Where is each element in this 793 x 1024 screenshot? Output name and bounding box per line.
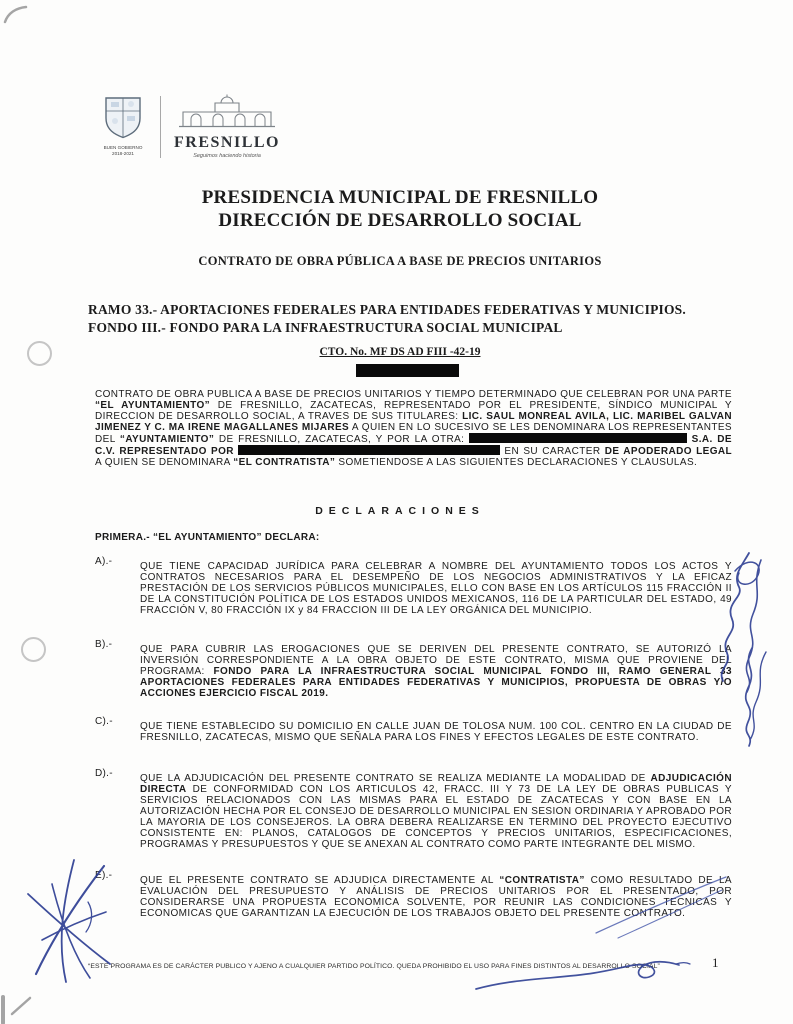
contract-number-text: CTO. No. MF DS AD FIII -42-19: [319, 346, 481, 358]
declaration-text: [140, 716, 732, 743]
building-icon: [177, 94, 277, 128]
declaration-letter: A).-: [95, 556, 113, 567]
text-segment: DE FRESNILLO, ZACATECAS, REPRESENTADO POR EL PRESIDENTE, SÍNDICO MUNICIPAL Y DIRECCION DE DESARROLLO SOCIAL, A TRAVES DE SUS TITULARES:: [95, 400, 732, 422]
ramo-line-1: RAMO 33.- APORTACIONES FEDERALES PARA ENTIDADES FEDERATIVAS Y MUNICIPIOS.: [88, 302, 686, 317]
declaration-a: [95, 556, 732, 616]
punch-hole: [21, 637, 46, 662]
program-heading: [88, 301, 743, 337]
fresnillo-logo: [171, 94, 283, 159]
text-segment: “CONTRATISTA”: [499, 875, 585, 886]
text-segment: QUE PARA CUBRIR LAS EROGACIONES QUE SE DERIVEN DEL PRESENTE CONTRATO, SE AUTORIZÓ LA INVERSIÓN CORRESPONDIENTE A LA OBRA OBJETO DE ESTE CONTRATO, MISMA QUE PROVIENE DEL PROGRAMA:: [140, 644, 732, 677]
primera-heading: PRIMERA.- “EL AYUNTAMIENTO” DECLARA:: [95, 532, 320, 543]
text-segment: DE FRESNILLO, ZACATECAS, Y POR LA OTRA:: [214, 434, 469, 445]
text-segment: FONDO PARA LA INFRAESTRUCTURA SOCIAL MUNICIPAL FONDO III, RAMO GENERAL 33 APORTACIONES FEDERALES PARA ENTIDADES FEDERATIVAS Y MUNICIPIOS, PROPUESTA DE OBRAS Y/O ACCIONES EJERCICIO FISCAL 2019.: [140, 666, 732, 699]
text-segment: S.A. DE C.V. REPRESENTADO POR: [95, 434, 732, 457]
declaration-letter: B).-: [95, 639, 113, 650]
text-segment: SOMETIENDOSE A LAS SIGUIENTES DECLARACIONES Y CLAUSULAS.: [335, 457, 698, 468]
text-segment: ADJUDICACIÓN DIRECTA: [140, 773, 732, 795]
coat-caption: BUEN GOBIERNO: [103, 145, 143, 150]
contract-number: [70, 346, 730, 358]
declaration-letter: D).-: [95, 768, 113, 779]
declaration-text: [140, 870, 732, 919]
declaration-e: [95, 870, 732, 919]
footer-disclaimer: “ESTE PROGRAMA ES DE CARÁCTER PUBLICO Y AJENO A CUALQUIER PARTIDO POLÍTICO. QUEDA PROHIBIDO EL USO PARA FINES DISTINTOS AL DESARROLLO SOCIAL”: [88, 963, 660, 970]
text-segment: DE APODERADO LEGAL: [604, 446, 732, 457]
declaration-text: [140, 556, 732, 616]
declaration-letter: C).-: [95, 716, 113, 727]
redaction-bar: [238, 445, 500, 455]
text-segment: EN SU CARACTER: [500, 446, 605, 457]
redaction-bar: [356, 364, 459, 377]
municipal-coat-of-arms-logo: [96, 94, 150, 157]
header-logos: [96, 94, 283, 159]
punch-hole: [27, 341, 52, 366]
logo-divider: [160, 96, 161, 158]
declaration-letter: E).-: [95, 870, 113, 881]
text-segment: QUE TIENE CAPACIDAD JURÍDICA PARA CELEBRAR A NOMBRE DEL AYUNTAMIENTO TODOS LOS ACTOS Y CONTRATOS NECESARIOS PARA EL DESEMPEÑO DE LOS NEGOCIOS ADMINISTRATIVOS Y LA EFICAZ PRESTACIÓN DE LOS SERVICIOS PÚBLICOS MUNICIPALES, ELLO CON BASE EN LOS ARTÍCULOS 115 FRACCIÓN II DE LA CONSTITUCIÓN POLÍTICA DE LOS ESTADOS UNIDOS MEXICANOS, 116 DE LA PARTICULAR DEL ESTADO, 49 FRACCIÓN V, 80 FRACCIÓN IX y 84 FRACCION III DE LA LEY ORGÁNICA DEL MUNICIPIO.: [140, 561, 732, 616]
text-segment: LIC. SAUL MONREAL AVILA, LIC. MARIBEL GALVAN JIMENEZ Y C. MA IRENE MAGALLANES MIJARES: [95, 411, 733, 433]
fresnillo-tagline: Seguimos haciendo historia: [193, 153, 261, 159]
text-segment: DE CONFORMIDAD CON LOS ARTICULOS 42, FRACC. III Y 73 DE LA LEY DE OBRAS PUBLICAS Y SERVICIOS RELACIONADOS CON LAS MISMAS PARA EL ESTADO DE ZACATECAS Y CON BASE EN LA AUTORIZACIÓN HECHA POR EL CONSEJO DE DESARROLLO MUNICIPAL EN SESION ORDINARIA Y APROBADO POR LA MAYORIA DE LOS CONSEJEROS. LA OBRA DEBERA REALIZARSE EN TERMINO DEL PROYECTO EJECUTIVO CONSISTENTE EN: PLANOS, CATALOGOS DE CONCEPTOS Y PRECIOS UNITARIOS, ESPECIFICACIONES, PROGRAMAS Y PRESUPUESTOS Y QUE SE ANEXAN AL CONTRATO COMO PARTE INTEGRANTE DEL MISMO.: [140, 784, 732, 850]
shield-icon: [103, 94, 143, 140]
coat-caption-years: 2018-2021: [112, 150, 134, 156]
text-segment: A QUIEN SE DENOMINARA: [95, 457, 234, 468]
fresnillo-wordmark: FRESNILLO: [174, 134, 280, 151]
text-segment: QUE EL PRESENTE CONTRATO SE ADJUDICA DIRECTAMENTE AL: [140, 875, 500, 886]
text-segment: A QUIEN EN LO SUCESIVO SE LES DENOMINARA LOS REPRESENTANTES DEL: [95, 422, 732, 445]
text-segment: “EL AYUNTAMIENTO”: [95, 400, 211, 411]
title-line-2: DIRECCIÓN DE DESARROLLO SOCIAL: [218, 209, 582, 231]
title-line-1: PRESIDENCIA MUNICIPAL DE FRESNILLO: [201, 187, 599, 208]
declaration-text: [140, 639, 732, 699]
declaration-d: [95, 768, 732, 850]
ramo-line-2: FONDO III.- FONDO PARA LA INFRAESTRUCTURA SOCIAL MUNICIPAL: [88, 320, 563, 336]
text-segment: CONTRATO DE OBRA PUBLICA A BASE DE PRECIOS UNITARIOS Y TIEMPO DETERMINADO QUE CELEBRAN POR UNA PARTE: [95, 389, 732, 400]
text-segment: “EL CONTRATISTA”: [233, 457, 336, 468]
scan-artifacts: [3, 7, 30, 1023]
redaction-bar: [469, 433, 687, 443]
declaration-b: [95, 639, 732, 699]
text-segment: QUE LA ADJUDICACIÓN DEL PRESENTE CONTRATO SE REALIZA MEDIANTE LA MODALIDAD DE: [140, 773, 651, 784]
page-number: 1: [712, 955, 719, 970]
text-segment: COMO RESULTADO DE LA EVALUACIÓN DEL PRESUPUESTO Y ANÁLISIS DE PRECIOS UNITARIOS POR EL PRESENTADO, POR CONSIDERARSE UNA PROPUESTA ECONOMICA SOLVENTE, POR REUNIR LAS CONDICIONES TECNICAS Y ECONOMICAS QUE GARANTIZAN LA EJECUCIÓN DE LOS TRABAJOS OBJETO DEL PRESENTE CONTRATO.: [140, 875, 732, 919]
declaraciones-heading: DECLARACIONES: [315, 505, 485, 517]
text-segment: “AYUNTAMIENTO”: [119, 434, 215, 445]
text-segment: QUE TIENE ESTABLECIDO SU DOMICILIO EN CALLE JUAN DE TOLOSA NUM. 100 COL. CENTRO EN LA CIUDAD DE FRESNILLO, ZACATECAS, MISMO QUE SEÑALA PARA LOS FINES Y EFECTOS LEGALES DE ESTE CONTRATO.: [140, 721, 732, 743]
document-title: [70, 187, 730, 233]
document-subtitle: CONTRATO DE OBRA PÚBLICA A BASE DE PRECIOS UNITARIOS: [198, 254, 602, 268]
declaration-text: [140, 768, 732, 850]
intro-paragraph: [95, 389, 732, 468]
declaration-c: [95, 716, 732, 743]
